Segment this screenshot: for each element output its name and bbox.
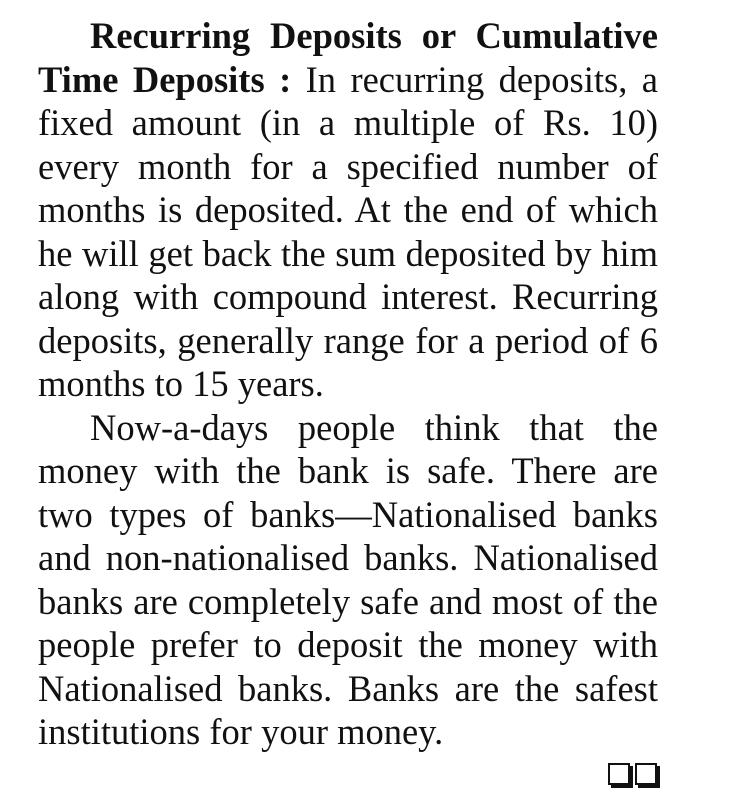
paragraph-bank-safety xyxy=(38,406,658,754)
section-heading: Recurring Deposits or Cumulative Time Deposits : xyxy=(38,15,658,100)
end-box-icon xyxy=(608,763,630,785)
end-box-icon xyxy=(635,763,657,785)
paragraph-body: Now-a-days people think that the money with the bank is safe. There are two types of banks—Nationalised banks and non-nationalised banks. Nationalised banks are completely safe and most of the people prefer to deposit the money with Nationalised banks. Banks are the safest institutions for your money. xyxy=(38,406,658,752)
document-page xyxy=(38,14,658,754)
end-of-section-marks xyxy=(608,763,657,785)
paragraph-recurring-deposits xyxy=(38,14,658,406)
paragraph-body: In recurring deposits, a fixed amount (in a multiple of Rs. 10) every month for a specified number of months is deposited. At the end of which he will get back the sum deposited by him along with compound interest. Recurring deposits, generally range for a period of 6 months to 15 years. xyxy=(38,58,658,404)
